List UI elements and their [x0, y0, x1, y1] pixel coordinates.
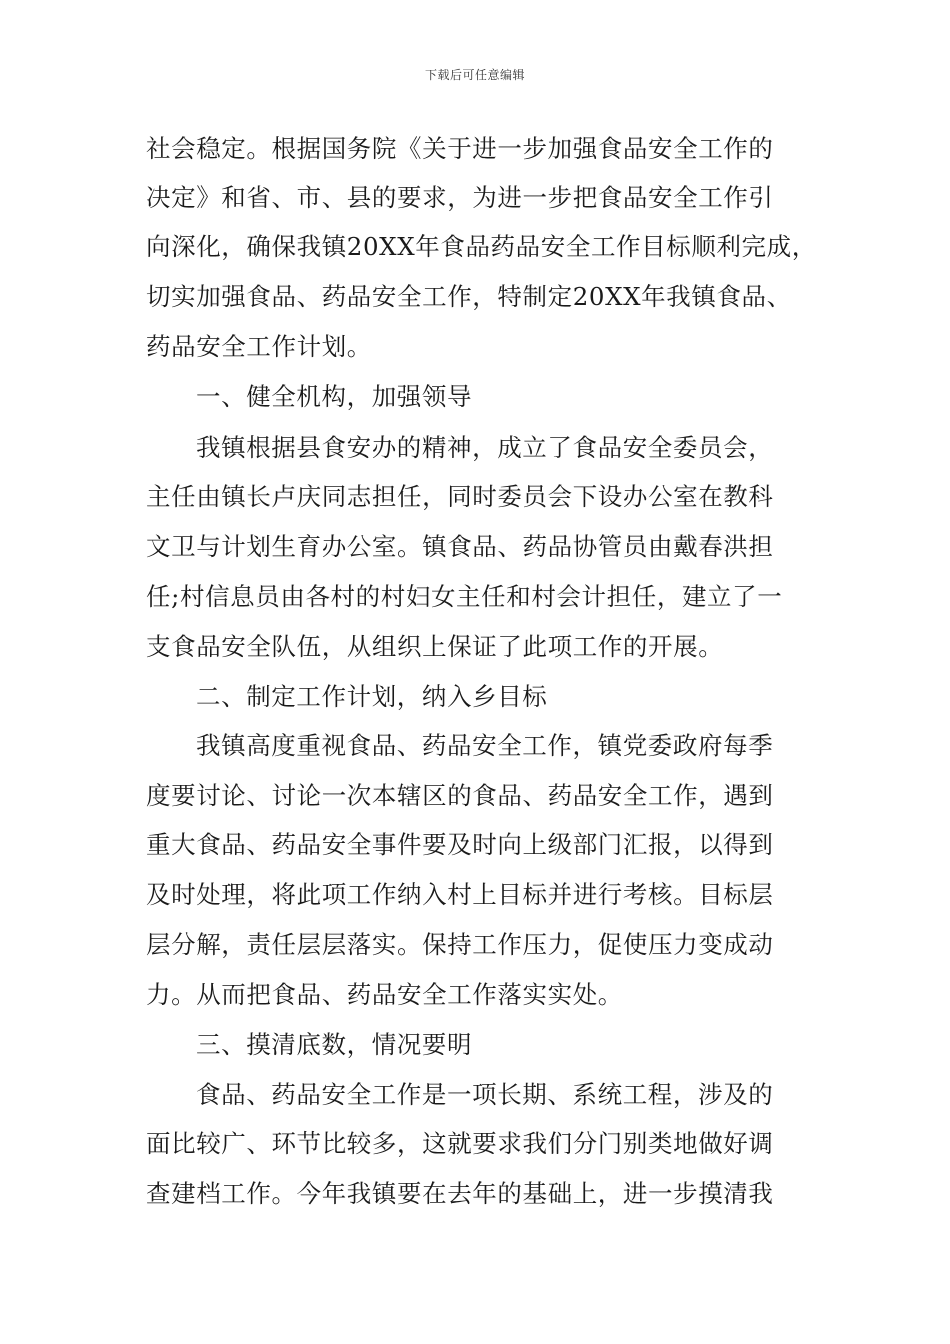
body-line: 食品、药品安全工作是一项长期、系统工程，涉及的: [196, 1080, 774, 1109]
body-line: 查建档工作。今年我镇要在去年的基础上，进一步摸清我: [146, 1179, 774, 1208]
body-line: 力。从而把食品、药品安全工作落实实处。: [146, 980, 623, 1009]
section-heading: 二、制定工作计划，纳入乡目标: [196, 682, 548, 711]
body-line: 任;村信息员由各村的村妇女主任和村会计担任，建立了一: [146, 582, 783, 611]
body-line: 我镇根据县食安办的精神，成立了食品安全委员会，: [196, 433, 774, 462]
body-line: 我镇高度重视食品、药品安全工作，镇党委政府每季: [196, 731, 774, 760]
body-line: 文卫与计划生育办公室。镇食品、药品协管员由戴春洪担: [146, 532, 774, 561]
body-line: 社会稳定。根据国务院《关于进一步加强食品安全工作的: [146, 134, 774, 163]
body-line: 向深化，确保我镇20XX年食品药品安全工作目标顺利完成，: [146, 232, 817, 261]
body-line: 面比较广、环节比较多，这就要求我们分门别类地做好调: [146, 1129, 774, 1158]
section-heading: 一、健全机构，加强领导: [196, 382, 473, 411]
body-line: 主任由镇长卢庆同志担任，同时委员会下设办公室在教科: [146, 482, 774, 511]
section-heading: 三、摸清底数，情况要明: [196, 1030, 473, 1059]
body-line: 层分解，责任层层落实。保持工作压力，促使压力变成动: [146, 930, 774, 959]
download-note: 下载后可任意编辑: [424, 68, 525, 82]
body-line: 及时处理，将此项工作纳入村上目标并进行考核。目标层: [146, 880, 774, 909]
body-line: 药品安全工作计划。: [146, 332, 372, 361]
body-line: 支食品安全队伍，从组织上保证了此项工作的开展。: [146, 632, 724, 661]
body-line: 切实加强食品、药品安全工作，特制定20XX年我镇食品、: [146, 282, 792, 311]
body-line: 度要讨论、讨论一次本辖区的食品、药品安全工作，遇到: [146, 781, 774, 810]
body-line: 决定》和省、市、县的要求，为进一步把食品安全工作引: [146, 183, 774, 212]
body-line: 重大食品、药品安全事件要及时向上级部门汇报，以得到: [146, 830, 774, 859]
